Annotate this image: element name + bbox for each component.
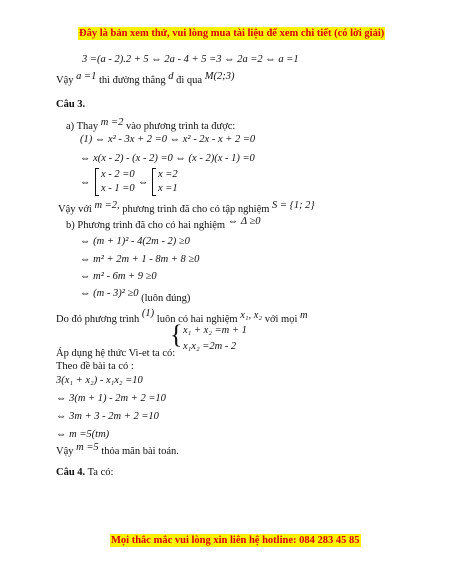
part-a-intro: a) Thay m =2 vào phương trình ta được: (66, 117, 236, 132)
equation-line: (1) ⇔ x² - 3x + 2 =0 ⇔ x² - 2x - x + 2 =0 (80, 134, 256, 145)
conclusion-line: Vậy m =5 thỏa mãn bài toán. (56, 442, 179, 457)
equation-line: ⇔ 3(m + 1) - 2m + 2 =10 (56, 393, 166, 404)
equation-line: ⇔ 3m + 3 - 2m + 2 =10 (56, 411, 159, 422)
footer-banner: Mọi thắc mắc vui lòng xin liên hệ hotline: 084 283 45 85 (111, 535, 360, 546)
equation-line: 3 =(a - 2).2 + 5 ⇔ 2a - 4 + 5 =3 ⇔ 2a =2 ⇔ a =1 (82, 54, 299, 65)
equation-line: ⇔ (m - 3)² ≥0 (luôn đúng) (80, 288, 191, 304)
conclusion-line: Do đó phương trình (1) luôn có hai nghiệm x₁, x₂ với mọi m (56, 308, 308, 325)
question-3-heading: Câu 3. (56, 99, 86, 110)
equation-line: ⇔ x(x - 2) - (x - 2) =0 ⇔ (x - 2)(x - 1) =0 (80, 153, 255, 164)
header-banner: Đây là bản xem thử, vui lòng mua tài liệu để xem chi tiết (có lời giải) (79, 28, 385, 39)
question-4-heading: Câu 4. Ta có: (56, 467, 114, 478)
text-line: Áp dụng hệ thức Vi-et ta có: (56, 348, 176, 359)
equation-line: ⇔ (m + 1)² - 4(2m - 2) ≥0 (80, 236, 190, 247)
conclusion-line: Vậy a =1 thì đường thẳng d đi qua M(2;3) (56, 71, 235, 86)
text-line: Theo đề bài ta có : (56, 361, 134, 372)
equation-line: 3(x₁ + x₂) - x₁x₂ =10 (56, 375, 143, 386)
conclusion-line: Vậy với m =2, phương trình đã cho có tập nghiệm S = {1; 2} (58, 200, 315, 215)
equation-line: ⇔ m =5(tm) (56, 429, 110, 440)
part-b-intro: b) Phương trình đã cho có hai nghiệm ⇔ Δ ≥0 (66, 216, 261, 231)
equation-line: ⇔ m² - 6m + 9 ≥0 (80, 271, 157, 282)
equation-line: ⇔ m² + 2m + 1 - 8m + 8 ≥0 (80, 254, 200, 265)
